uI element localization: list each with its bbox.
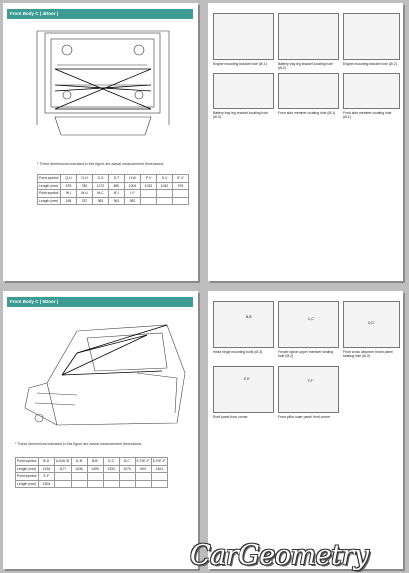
label-f: F,F': [308, 379, 314, 383]
table-cell: [55, 480, 72, 488]
table-row: [38, 182, 189, 190]
table-cell: 1075: [119, 465, 135, 473]
measurement-note: * These dimensions indicated in this figure are actual measurement dimensions.: [15, 442, 143, 446]
table-cell: 1461: [151, 465, 167, 473]
table-cell: E-F': [39, 473, 55, 481]
table-cell: Q-U: [61, 175, 77, 183]
table-cell: [103, 473, 119, 481]
photo-engine-mount-bracket-1: [213, 13, 274, 60]
table-cell: 1042: [157, 182, 173, 190]
row-label: Point symbol: [38, 175, 61, 183]
dimension-table: [15, 457, 168, 488]
label-e: E,E': [244, 377, 251, 381]
caption-1: Head hinge mounting bolts (Ø-3): [213, 350, 263, 354]
table-cell: 1504: [39, 480, 55, 488]
photo-battery-tray-3: [213, 73, 274, 109]
table-cell: S-V: [157, 175, 173, 183]
row-label: Length (mm): [38, 197, 61, 205]
table-row: [16, 480, 168, 488]
table-cell: [173, 190, 189, 198]
table-cell: 1172: [93, 182, 109, 190]
table-cell: [151, 473, 167, 481]
photo-fender-apron: [278, 301, 339, 348]
table-cell: 1032: [141, 182, 157, 190]
table-cell: E-F/E'-F': [136, 459, 150, 464]
label-d: D,D': [368, 321, 375, 325]
table-cell: D-C: [103, 458, 119, 466]
table-cell: [119, 480, 135, 488]
table-row: [16, 465, 168, 473]
table-cell: 1333: [103, 465, 119, 473]
table-cell: [87, 473, 103, 481]
table-cell: 983: [93, 197, 109, 205]
row-label: Length (mm): [16, 465, 39, 473]
table-cell: S-T: [109, 175, 125, 183]
table-cell: B-D': [39, 458, 55, 466]
table-cell: [103, 480, 119, 488]
body-side-drawing: [17, 313, 187, 428]
table-cell: A'-B: [71, 458, 87, 466]
caption-3: Engine mounting bracket hole (Ø-2): [343, 62, 397, 66]
table-cell: 1177: [55, 465, 72, 473]
table-cell: E-F/E'-F': [152, 459, 166, 464]
table-cell: 1434: [39, 465, 55, 473]
row-label: Point symbol: [16, 473, 39, 481]
measurement-note: * These dimensions indicated in this figure are actual measurement dimensions.: [37, 162, 165, 166]
table-row: [38, 190, 189, 198]
page-front-body-5door: [3, 291, 198, 569]
table-cell: I-F: [125, 190, 141, 198]
caption-4: Battery tray leg bracket locating hole (Ø-3): [213, 111, 268, 119]
caption-5: Front side member locating hole (Ø-1): [278, 111, 336, 115]
table-cell: H-W: [125, 175, 141, 183]
table-cell: 1436: [71, 465, 87, 473]
photo-head-hinge: [213, 301, 274, 348]
table-cell: M-C: [93, 190, 109, 198]
table-cell: P-V: [141, 175, 157, 183]
caption-1: Engine mounting bracket hole (Ø-1): [213, 62, 267, 66]
table-cell: [135, 480, 151, 488]
table-cell: 237: [77, 197, 93, 205]
table-cell: W-U: [77, 190, 93, 198]
caption-3: Front cross absorber beam panel sealing hole (Ø-3): [343, 350, 393, 358]
table-cell: 500: [135, 465, 151, 473]
table-cell: 1004: [125, 182, 141, 190]
front-body-drawing: [27, 25, 179, 143]
table-cell: D-C': [119, 458, 135, 466]
table-cell: G-H: [77, 175, 93, 183]
table-cell: 576: [61, 182, 77, 190]
table-cell: 890: [109, 182, 125, 190]
table-cell: [141, 197, 157, 205]
dimension-table: [37, 174, 189, 205]
table-cell: 961: [109, 197, 125, 205]
table-cell: [157, 190, 173, 198]
caption-2: Battery tray leg bracket locating hole (Ø-2): [278, 62, 333, 70]
table-cell: 982: [125, 197, 141, 205]
row-label: Length (mm): [16, 480, 39, 488]
table-cell: 1499: [87, 465, 103, 473]
table-cell: 198: [61, 197, 77, 205]
caption-4: Roof panel front corner: [213, 415, 248, 419]
table-cell: [173, 197, 189, 205]
page-header: Front Body C ( 5Door ): [7, 297, 193, 307]
table-cell: 976: [173, 182, 189, 190]
table-cell: [135, 473, 151, 481]
table-cell: [141, 190, 157, 198]
table-cell: [71, 480, 87, 488]
photo-battery-tray-2: [278, 13, 339, 60]
row-label: Point symbol: [38, 190, 61, 198]
row-label: Length (mm): [38, 182, 61, 190]
table-cell: [71, 473, 87, 481]
table-row: [16, 458, 168, 466]
page-locating-holes-1: [208, 3, 403, 281]
table-cell: [151, 480, 167, 488]
cargeometry-logo: CarGeometry: [190, 540, 369, 571]
photo-engine-mount-bracket-2: [343, 13, 400, 60]
table-cell: B'-I: [109, 190, 125, 198]
photo-front-pillar: [278, 366, 339, 413]
table-cell: S'-V': [173, 175, 189, 183]
label-b: B,B': [246, 315, 253, 319]
table-cell: A-B/A'-B': [56, 459, 70, 464]
table-row: [16, 473, 168, 481]
table-cell: B-B': [87, 458, 103, 466]
table-row: [38, 197, 189, 205]
table-cell: [157, 197, 173, 205]
table-cell: W-I: [61, 190, 77, 198]
table-cell: G-S: [93, 175, 109, 183]
table-cell: [119, 473, 135, 481]
page-front-body-4door: [3, 3, 198, 281]
page-header: Front Body C ( 4Door ): [7, 9, 193, 19]
photo-roof-panel: [213, 366, 274, 413]
caption-2: Fender apron upper member sealing hole (Ø-2): [278, 350, 334, 358]
table-cell: [87, 480, 103, 488]
page-locating-holes-2: [208, 291, 403, 569]
caption-6: Front side member locating hole (Ø-1): [343, 111, 392, 119]
photo-front-side-member-1: [278, 73, 339, 109]
row-label: Point symbol: [16, 458, 39, 466]
photo-front-side-member-2: [343, 73, 400, 109]
table-row: [38, 175, 189, 183]
label-c: C,C': [308, 317, 315, 321]
table-cell: [55, 473, 72, 481]
caption-5: Front pillar outer panel front corner: [278, 415, 331, 419]
table-cell: 780: [77, 182, 93, 190]
